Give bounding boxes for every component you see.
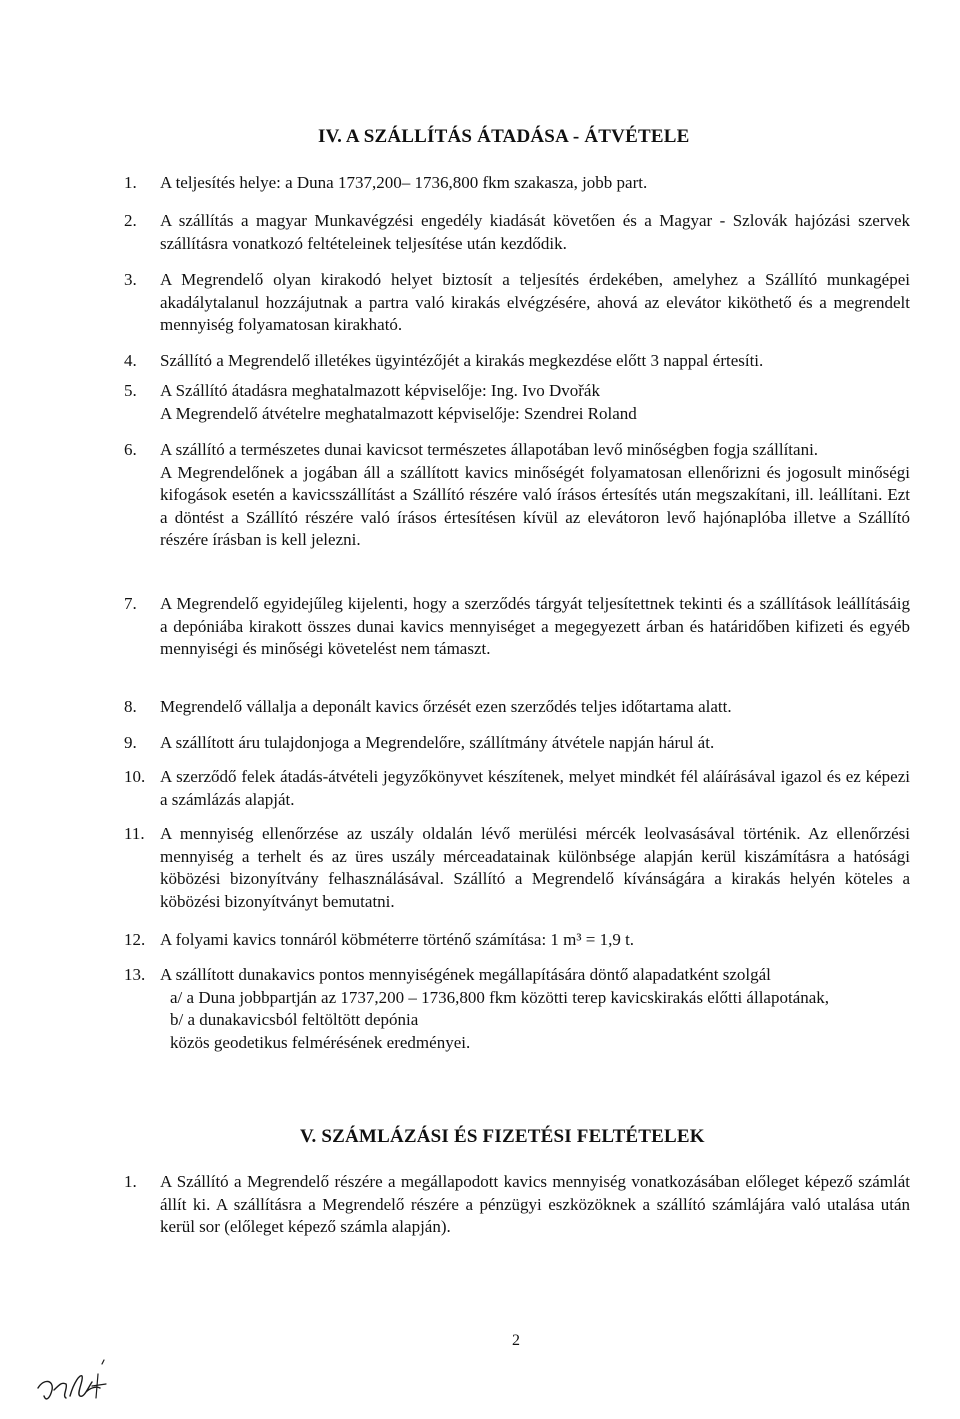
s5-item-1 [124, 1171, 910, 1239]
s4-item-11 [124, 823, 910, 913]
item-text: A folyami kavics tonnáról köbméterre történő számítása: 1 m³ = 1,9 t. [160, 930, 635, 949]
item-text: A szállító a természetes dunai kavicsot természetes állapotában levő minőségben fogja szállítani. [160, 440, 819, 459]
item-number: 11. [124, 824, 145, 843]
section-4-heading: IV. A SZÁLLÍTÁS ÁTADÁSA - ÁTVÉTELE [318, 126, 690, 147]
s4-item-12 [124, 929, 910, 952]
item-text: Megrendelő vállalja a deponált kavics őrzését ezen szerződés teljes időtartama alatt. [160, 697, 732, 716]
page-number: 2 [512, 1332, 520, 1349]
item-number: 12. [124, 930, 146, 949]
item-number: 3. [124, 270, 137, 289]
s4-item-13 [124, 964, 910, 1054]
item-text: A Megrendelő egyidejűleg kijelenti, hogy a szerződés tárgyát teljesítettnek tekinti és a szállítások leállításáig a depóniába kirakott összes dunai kavics mennyiséget a megegyezett árban és határidőben kifizeti és egyéb mennyiségi és minőségi követelést nem támaszt. [160, 594, 910, 658]
item-number: 5. [124, 381, 137, 400]
item-text: A szerződő felek átadás-átvételi jegyzőkönyvet készítenek, melyet mindkét fél aláírásával igazol és ez képezi a számlázás alapját. [160, 767, 910, 809]
item-text: A teljesítés helye: a Duna 1737,200– 1736,800 fkm szakasza, jobb part. [160, 173, 648, 192]
item-number: 6. [124, 440, 137, 459]
section-5-heading: V. SZÁMLÁZÁSI ÉS FIZETÉSI FELTÉTELEK [300, 1126, 705, 1147]
item-subtext: közös geodetikus felmérésének eredményei. [170, 1032, 471, 1052]
item-number: 8. [124, 697, 137, 716]
item-text: A Megrendelőnek a jogában áll a szállított kavics minőségét folyamatosan ellenőrizni és jogosult minőségi kifogások esetén a kavicsszállítást a Szállító részére való írásos értesítés után megszakítani, ill. leállítani. Ezt a döntést a Szállító részére való írásos értesítésen kívül az elevátoron levő hajónaplóba illetve a Szállító részére írásban is kell jelezni. [160, 462, 910, 549]
item-text: A Szállító átadásra meghatalmazott képviselője: Ing. Ivo Dvořák [160, 381, 600, 400]
s4-item-1 [124, 172, 910, 195]
item-text: A szállítás a magyar Munkavégzési engedély kiadását követően és a Magyar - Szlovák hajózási szervek szállításra vonatkozó feltételeinek teljesítése után kezdődik. [160, 211, 910, 253]
item-number: 2. [124, 211, 137, 230]
item-subtext: a/ a Duna jobbpartján az 1737,200 – 1736,800 fkm közötti terep kavicskirakás előtti állapotának, [170, 987, 830, 1007]
s4-item-2 [124, 210, 910, 255]
item-number: 9. [124, 733, 137, 752]
s4-item-3 [124, 269, 910, 337]
item-text: A mennyiség ellenőrzése az uszály oldalán lévő merülési mércék leolvasásával történik. Az ellenőrzési mennyiség a terhelt és az üres uszály mérceadatainak különbsége alapján kerül kiszámításra a hatósági köbözési bizonyítvány felhasználásával. Szállító a Megrendelő kívánságára a kirakás helyén köteles a köbözési bizonyítványt bemutatni. [160, 824, 910, 911]
s4-item-10 [124, 766, 910, 811]
item-text: Szállító a Megrendelő illetékes ügyintézőjét a kirakás megkezdése előtt 3 nappal értesíti. [160, 351, 764, 370]
item-number: 7. [124, 594, 137, 613]
item-subtext: b/ a dunakavicsból feltöltött depónia [170, 1010, 419, 1029]
s4-item-7 [124, 593, 910, 661]
item-number: 13. [124, 965, 146, 984]
s4-item-4 [124, 350, 910, 373]
item-number: 4. [124, 351, 137, 370]
s4-item-9 [124, 732, 910, 755]
item-text: A Megrendelő olyan kirakodó helyet biztosít a teljesítés érdekében, amelyhez a Szállító munkagépei akadálytalanul hozzájutnak a partra való kirakás elvégzésére, ahová az elevátor kiköthető és a megrendelt mennyiség folyamatosan kirakható. [160, 270, 910, 334]
item-number: 1. [124, 173, 137, 192]
s4-item-8 [124, 696, 910, 719]
item-text: A Megrendelő átvételre meghatalmazott képviselője: Szendrei Roland [160, 403, 637, 423]
s4-item-5 [124, 380, 910, 425]
item-number: 1. [124, 1172, 137, 1191]
item-text: A szállított áru tulajdonjoga a Megrendelőre, szállítmány átvétele napján hárul át. [160, 733, 715, 752]
signature-icon [36, 1358, 126, 1410]
item-number: 10. [124, 767, 146, 786]
item-text: A Szállító a Megrendelő részére a megállapodott kavics mennyiség vonatkozásában előleget képező számlát állít ki. A szállításra a Megrendelő részére a pénzügyi eszközöknek a szállító számlájára való utalása után kerül sor (előleget képező számla alapján). [160, 1172, 910, 1236]
item-text: A szállított dunakavics pontos mennyiségének megállapítására döntő alapadatként szolgál [160, 965, 771, 984]
s4-item-6 [124, 439, 910, 552]
